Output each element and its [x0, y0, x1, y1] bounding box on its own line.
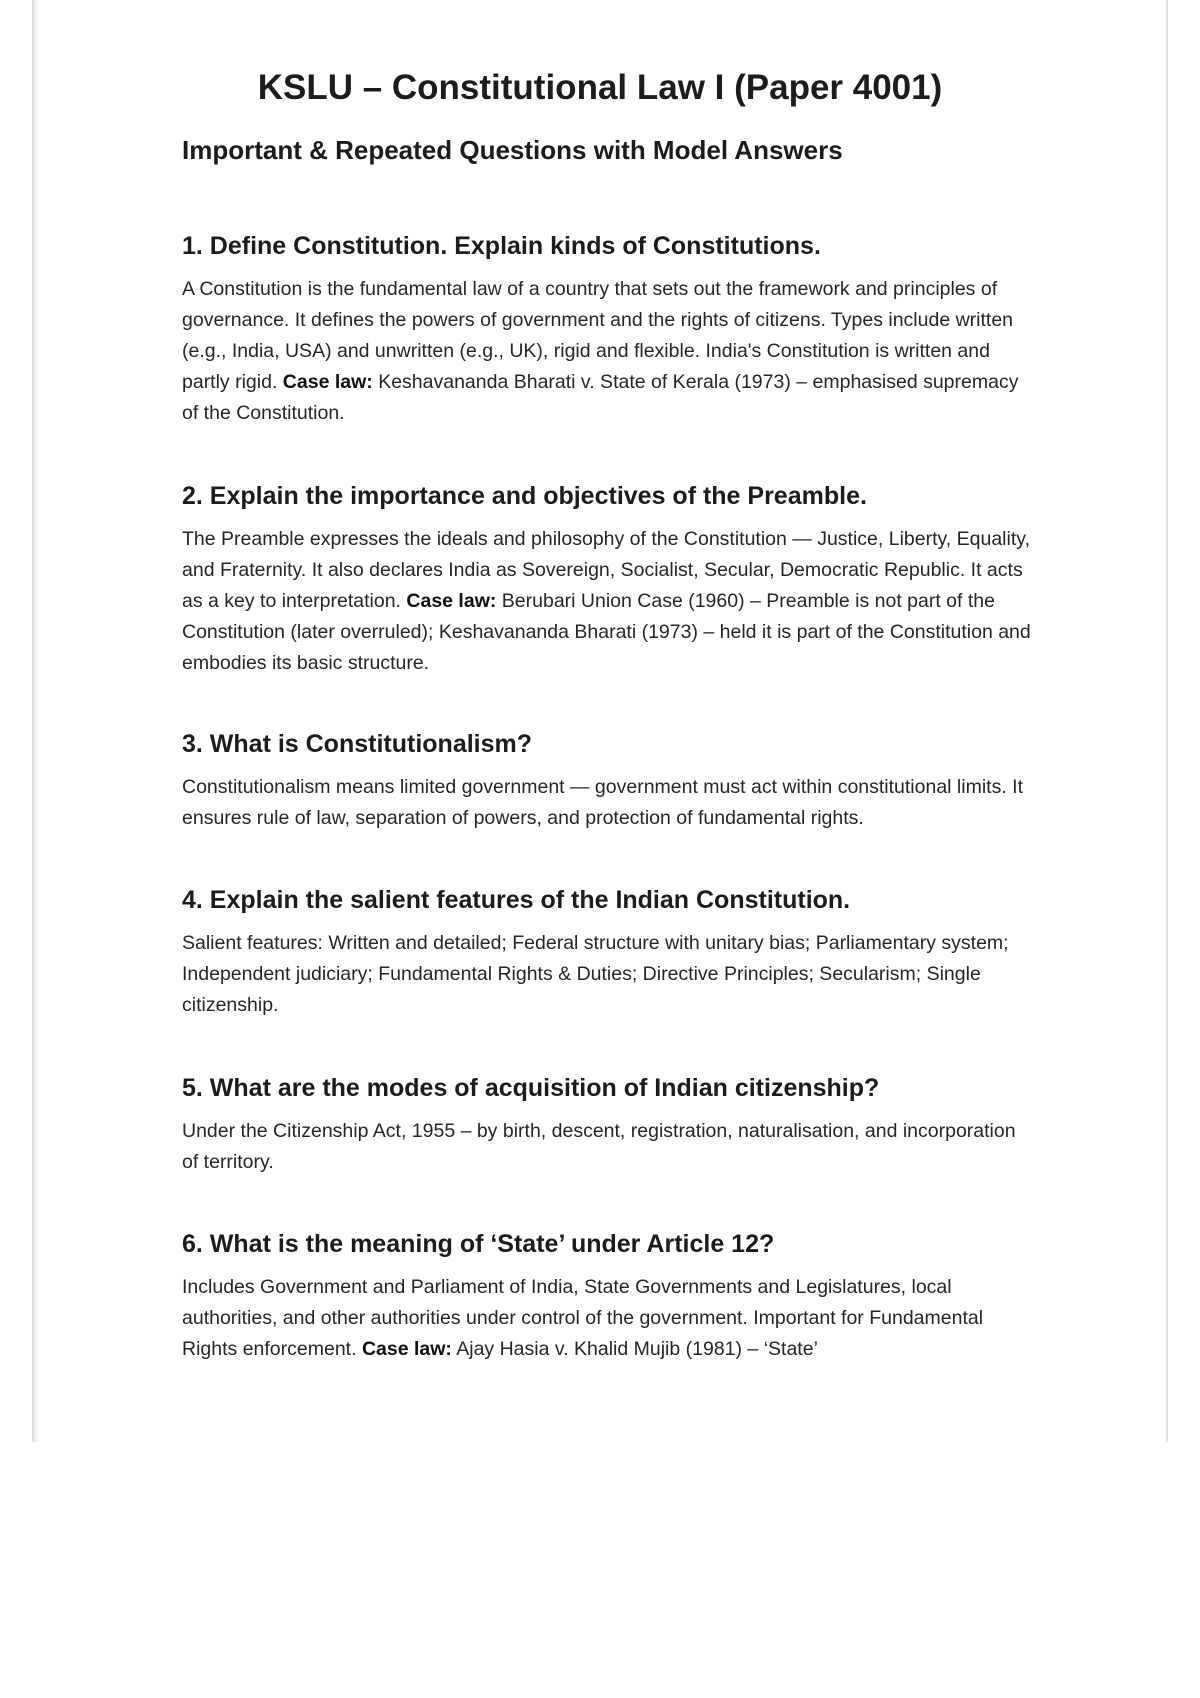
question-section-2	[182, 478, 1032, 679]
question-answer	[182, 524, 1032, 679]
case-law-text: Ajay Hasia v. Khalid Mujib (1981) – ‘State’	[456, 1338, 818, 1360]
question-answer	[182, 274, 1032, 429]
question-heading: 3. What is Constitutionalism?	[182, 730, 533, 758]
question-section-1	[182, 228, 1032, 429]
document-subtitle: Important & Repeated Questions with Model Answers	[182, 135, 843, 165]
question-section-3	[182, 726, 1032, 834]
case-law-text: Berubari Union Case (1960) – Preamble is not part of the Constitution (later overruled); Keshavananda Bharati (1973) – held it is part of the Constitution and embodies its basic structure.	[182, 590, 1031, 674]
page-shadow	[34, 0, 40, 1442]
question-section-6	[182, 1226, 1032, 1365]
case-law-text: Keshavananda Bharati v. State of Kerala (1973) – emphasised supremacy of the Constitution.	[182, 371, 1019, 424]
question-section-5	[182, 1070, 1032, 1178]
question-section-4	[182, 882, 1032, 1021]
question-answer: Constitutionalism means limited government — government must act within constitutional limits. It ensures rule of law, separation of powers, and protection of fundamental rights.	[182, 776, 1024, 829]
question-heading: 2. Explain the importance and objectives of the Preamble.	[182, 482, 867, 510]
question-heading: 6. What is the meaning of ‘State’ under Article 12?	[182, 1230, 775, 1258]
answer-text: A Constitution is the fundamental law of a country that sets out the framework and principles of governance. It defines the powers of government and the rights of citizens. Types include written (e.g., India, USA) and unwritten (e.g., UK), rigid and flexible. India's Constitution is written and partly rigid.	[182, 278, 1014, 393]
case-law-label: Case law:	[361, 1338, 452, 1360]
question-heading: 5. What are the modes of acquisition of Indian citizenship?	[182, 1074, 880, 1102]
document-title: KSLU – Constitutional Law I (Paper 4001)	[257, 68, 943, 107]
answer-text: Includes Government and Parliament of India, State Governments and Legislatures, local authorities, and other authorities under control of the government. Important for Fundamental Rights enforcement.	[182, 1276, 984, 1360]
question-heading: 4. Explain the salient features of the Indian Constitution.	[182, 886, 851, 914]
case-law-label: Case law:	[406, 590, 497, 612]
question-answer: Under the Citizenship Act, 1955 – by birth, descent, registration, naturalisation, and incorporation of territory.	[182, 1120, 1016, 1173]
question-answer: Salient features: Written and detailed; Federal structure with unitary bias; Parliamentary system; Independent judiciary; Fundamental Rights & Duties; Directive Principles; Secularism; Single citizenship.	[182, 932, 1009, 1016]
answer-text: The Preamble expresses the ideals and philosophy of the Constitution — Justice, Liberty, Equality, and Fraternity. It also declares India as Sovereign, Socialist, Secular, Democratic Republic. It acts as a key to interpretation.	[182, 528, 1030, 612]
question-heading: 1. Define Constitution. Explain kinds of Constitutions.	[182, 232, 821, 260]
case-law-label: Case law:	[282, 371, 373, 393]
question-answer	[182, 1272, 1032, 1365]
